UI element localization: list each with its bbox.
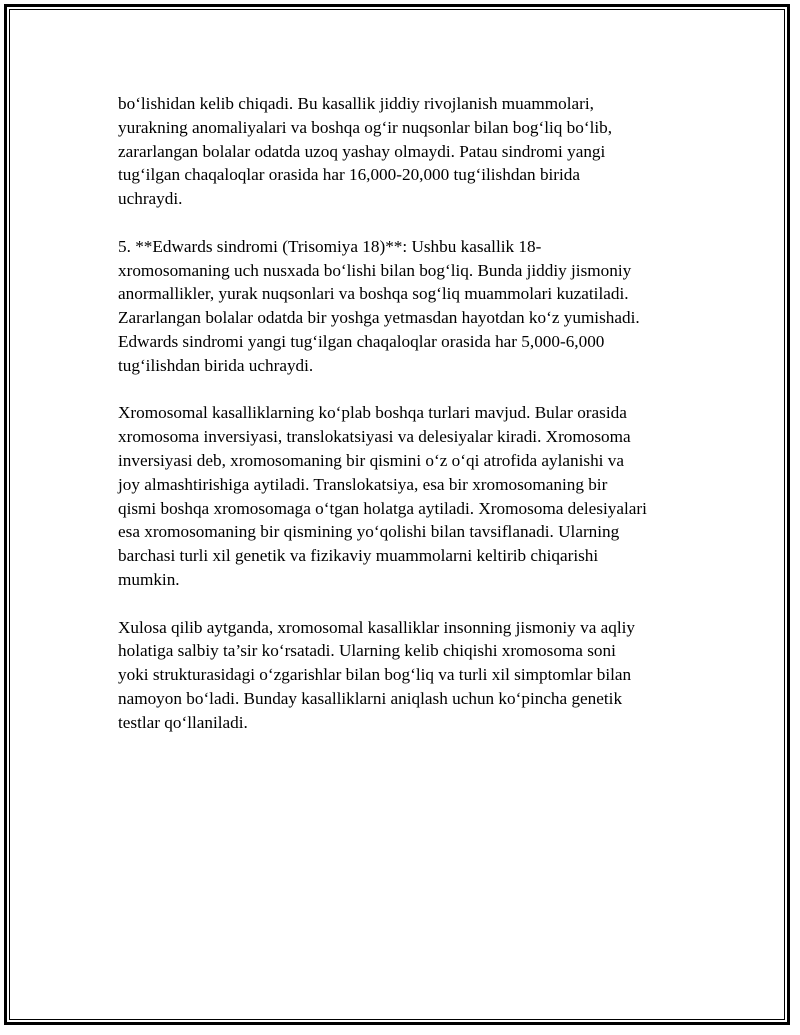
paragraph-conclusion: Xulosa qilib aytganda, xromosomal kasalliklar insonning jismoniy va aqliy holatiga salbiy ta’sir ko‘rsatadi. Ularning kelib chiqishi xromosoma soni yoki strukturasidagi o‘zgarishlar bilan bog‘liq va turli xil simptomlar bilan namoyon bo‘ladi. Bunday kasalliklarni aniqlash uchun ko‘pincha genetik testlar qo‘llaniladi.: [118, 617, 635, 732]
document-body: [118, 92, 698, 758]
paragraph-other-chromosomal-disorders: Xromosomal kasalliklarning ko‘plab boshqa turlari mavjud. Bular orasida xromosoma inversiyasi, translokatsiyasi va delesiyalar kiradi. Xromosoma inversiyasi deb, xromosomaning bir qismini o‘z o‘qi atrofida aylanishi va joy almashtirishiga aytiladi. Translokatsiya, esa bir xromosomaning bir qismi boshqa xromosomaga o‘tgan holatga aytiladi. Xromosoma delesiyalari esa xromosomaning bir qismining yo‘qolishi bilan tavsiflanadi. Ularning barchasi turli xil genetik va fizikaviy muammolarni keltirib chiqarishi mumkin.: [118, 403, 647, 589]
paragraph-patau-continued: bo‘lishidan kelib chiqadi. Bu kasallik jiddiy rivojlanish muammolari, yurakning anomaliyalari va boshqa og‘ir nuqsonlar bilan bog‘liq bo‘lib, zararlangan bolalar odatda uzoq yashay olmaydi. Patau sindromi yangi tug‘ilgan chaqaloqlar orasida har 16,000-20,000 tug‘ilishdan birida uchraydi.: [118, 94, 613, 209]
paragraph-edwards-syndrome: 5. **Edwards sindromi (Trisomiya 18)**: Ushbu kasallik 18- xromosomaning uch nusxada bo‘lishi bilan bog‘liq. Bunda jiddiy jismoniy anormallikler, yurak nuqsonlari va boshqa sog‘liq muammolari kuzatiladi. Zararlangan bolalar odatda bir yoshga yetmasdan hayotdan ko‘z yumishadi. Edwards sindromi yangi tug‘ilgan chaqaloqlar orasida har 5,000-6,000 tug‘ilishdan birida uchraydi.: [118, 236, 640, 375]
